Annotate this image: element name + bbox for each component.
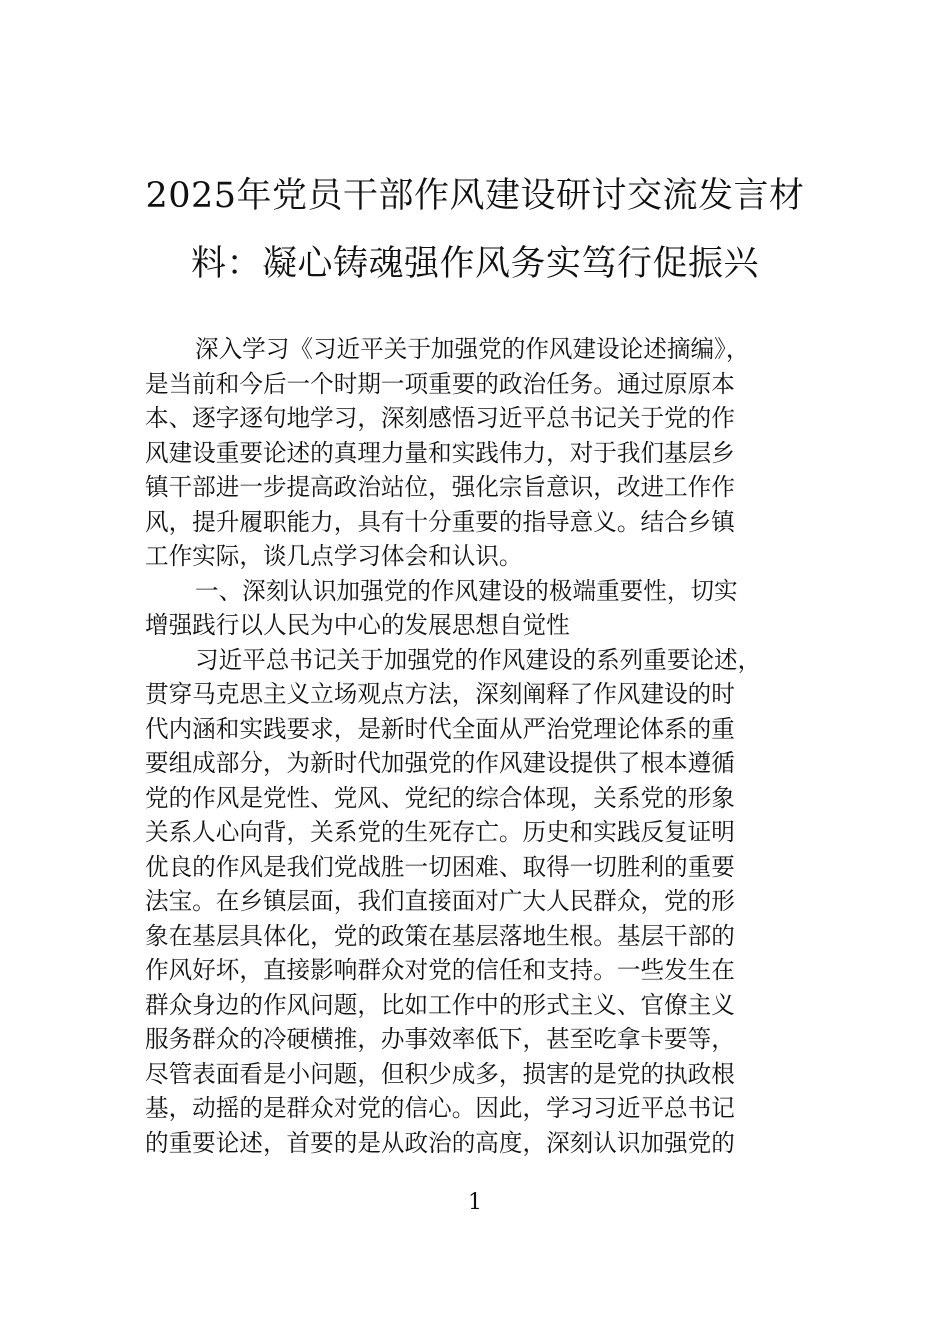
body-line: 关系人心向背，关系党的生死存亡。历史和实践反复证明: [145, 818, 735, 846]
body-line: 象在基层具体化，党的政策在基层落地生根。基层干部的: [145, 921, 735, 950]
section-heading-line: 增强践行以人民为中心的发展思想自觉性: [145, 611, 570, 639]
body-line: 要组成部分，为新时代加强党的作风建设提供了根本遵循: [145, 749, 735, 777]
document-title-line-1: 2025年党员干部作风建设研讨交流发言材: [145, 176, 805, 216]
body-line: 党的作风是党性、党风、党纪的综合体现，关系党的形象: [145, 783, 735, 812]
body-line: 是当前和今后一个时期一项重要的政治任务。通过原原本: [145, 369, 735, 398]
body-line: 优良的作风是我们党战胜一切困难、取得一切胜利的重要: [145, 852, 735, 881]
body-line: 群众身边的作风问题，比如工作中的形式主义、官僚主义: [145, 990, 735, 1019]
body-line: 本、逐字逐句地学习，深刻感悟习近平总书记关于党的作: [145, 404, 735, 432]
body-line: 风，提升履职能力，具有十分重要的指导意义。结合乡镇: [145, 507, 735, 536]
body-line: 法宝。在乡镇层面，我们直接面对广大人民群众，党的形: [145, 887, 735, 915]
document-title-line-2: 料：凝心铸魂强作风务实笃行促振兴: [190, 244, 759, 284]
body-line: 代内涵和实践要求，是新时代全面从严治党理论体系的重: [145, 714, 735, 743]
body-line: 工作实际，谈几点学习体会和认识。: [145, 542, 523, 570]
body-line: 的重要论述，首要的是从政治的高度，深刻认识加强党的: [145, 1128, 735, 1157]
body-line: 深入学习《习近平关于加强党的作风建设论述摘编》，: [195, 335, 750, 363]
body-line: 服务群众的冷硬横推，办事效率低下，甚至吃拿卡要等，: [145, 1025, 735, 1053]
body-line: 风建设重要论述的真理力量和实践伟力，对于我们基层乡: [145, 438, 735, 467]
page-number: 1: [468, 1190, 482, 1215]
body-line: 尽管表面看是小问题，但积少成多，损害的是党的执政根: [145, 1059, 735, 1088]
body-line: 镇干部进一步提高政治站位，强化宗旨意识，改进工作作: [145, 473, 735, 501]
body-line: 基，动摇的是群众对党的信心。因此，学习习近平总书记: [145, 1094, 735, 1122]
body-line: 贯穿马克思主义立场观点方法，深刻阐释了作风建设的时: [145, 680, 735, 708]
document-body: [145, 332, 825, 1160]
section-heading-line: 一、深刻认识加强党的作风建设的极端重要性，切实: [195, 576, 738, 605]
body-line: 习近平总书记关于加强党的作风建设的系列重要论述，: [195, 645, 762, 674]
body-line: 作风好坏，直接影响群众对党的信任和支持。一些发生在: [145, 956, 735, 984]
